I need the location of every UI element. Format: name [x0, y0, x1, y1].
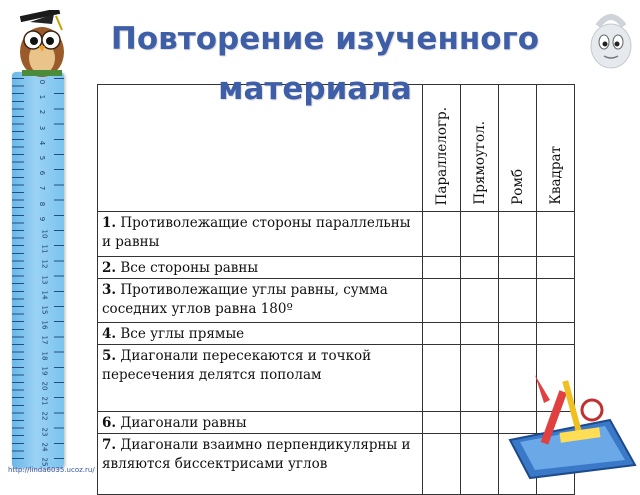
property-cell	[98, 412, 423, 434]
ruler-number: 16	[40, 320, 49, 330]
ruler-number: 2	[38, 110, 47, 115]
answer-cell[interactable]	[499, 212, 537, 257]
ruler-number: 22	[40, 411, 49, 421]
ruler-number: 15	[40, 305, 49, 315]
answer-cell[interactable]	[499, 257, 537, 279]
answer-cell[interactable]	[461, 257, 499, 279]
answer-cell[interactable]	[423, 279, 461, 323]
page-title	[90, 14, 560, 114]
property-cell	[98, 323, 423, 345]
title-line-1: Повторение изученного	[110, 21, 540, 57]
answer-cell[interactable]	[537, 257, 575, 279]
ruler-number: 12	[40, 259, 49, 269]
title-line-2: материала	[218, 71, 412, 107]
property-cell	[98, 279, 423, 323]
ruler-number: 21	[40, 396, 49, 406]
property-number: 6.	[102, 415, 117, 431]
ruler-number: 11	[40, 244, 49, 254]
answer-cell[interactable]	[423, 345, 461, 412]
ruler-number: 24	[40, 442, 49, 452]
ruler-number: 5	[38, 155, 47, 161]
ruler-number: 9	[38, 216, 47, 222]
ruler-number: 20	[40, 381, 49, 391]
ruler-number: 7	[38, 186, 47, 191]
apple-character-icon	[588, 8, 634, 70]
ruler-number: 23	[40, 427, 49, 437]
property-number: 4.	[102, 326, 117, 342]
ruler-number: 3	[38, 125, 47, 130]
property-text: Противолежащие углы равны, сумма соседних углов равна 180º	[102, 282, 388, 317]
property-text: Диагонали взаимно перпендикулярны и являются биссектрисами углов	[102, 437, 411, 472]
ruler-number: 19	[40, 366, 49, 376]
answer-cell[interactable]	[461, 279, 499, 323]
column-label: Параллелогр.	[433, 106, 450, 205]
ruler-ticks	[12, 78, 24, 462]
property-number: 3.	[102, 282, 117, 298]
ruler-number: 8	[38, 201, 47, 206]
property-text: Противолежащие стороны параллельны и равны	[102, 215, 411, 250]
answer-cell[interactable]	[537, 323, 575, 345]
answer-cell[interactable]	[537, 212, 575, 257]
table-row	[98, 323, 575, 345]
property-cell	[98, 434, 423, 495]
ruler-ticks-secondary	[54, 78, 64, 462]
column-label: Квадрат	[547, 146, 564, 205]
property-cell	[98, 345, 423, 412]
stationery-icon	[500, 370, 640, 480]
table-row	[98, 279, 575, 323]
table-row	[98, 257, 575, 279]
table-row	[98, 212, 575, 257]
answer-cell[interactable]	[461, 323, 499, 345]
ruler-number: 18	[40, 351, 49, 361]
property-text: Все стороны равны	[120, 260, 259, 276]
owl-icon	[12, 10, 72, 80]
property-text: Все углы прямые	[120, 326, 245, 342]
answer-cell[interactable]	[423, 323, 461, 345]
property-cell	[98, 257, 423, 279]
ruler-number: 6	[38, 170, 47, 176]
ruler-number: 1	[38, 94, 47, 100]
ruler-number: 14	[40, 290, 49, 300]
answer-cell[interactable]	[499, 279, 537, 323]
answer-cell[interactable]	[499, 323, 537, 345]
answer-cell[interactable]	[461, 434, 499, 495]
property-text: Диагонали равны	[120, 415, 247, 431]
column-label: Прямоугол.	[471, 121, 488, 205]
ruler-number: 10	[40, 229, 49, 239]
ruler-number: 13	[40, 275, 49, 285]
property-number: 2.	[102, 260, 117, 276]
answer-cell[interactable]	[423, 412, 461, 434]
ruler-number: 0	[38, 79, 47, 85]
ruler-number: 4	[38, 140, 47, 146]
property-number: 1.	[102, 215, 117, 231]
answer-cell[interactable]	[461, 345, 499, 412]
property-cell	[98, 212, 423, 257]
column-label: Ромб	[509, 169, 526, 205]
ruler-number: 17	[40, 335, 49, 345]
answer-cell[interactable]	[423, 434, 461, 495]
property-number: 7.	[102, 437, 117, 453]
answer-cell[interactable]	[423, 257, 461, 279]
footer-url[interactable]: http://linda6035.ucoz.ru/	[8, 466, 95, 474]
property-text: Диагонали пересекаются и точкой пересечения делятся пополам	[102, 348, 372, 383]
answer-cell[interactable]	[537, 279, 575, 323]
property-number: 5.	[102, 348, 117, 364]
ruler-decoration	[12, 72, 64, 468]
answer-cell[interactable]	[461, 412, 499, 434]
answer-cell[interactable]	[461, 212, 499, 257]
answer-cell[interactable]	[423, 212, 461, 257]
ruler-number: 25	[40, 457, 49, 467]
